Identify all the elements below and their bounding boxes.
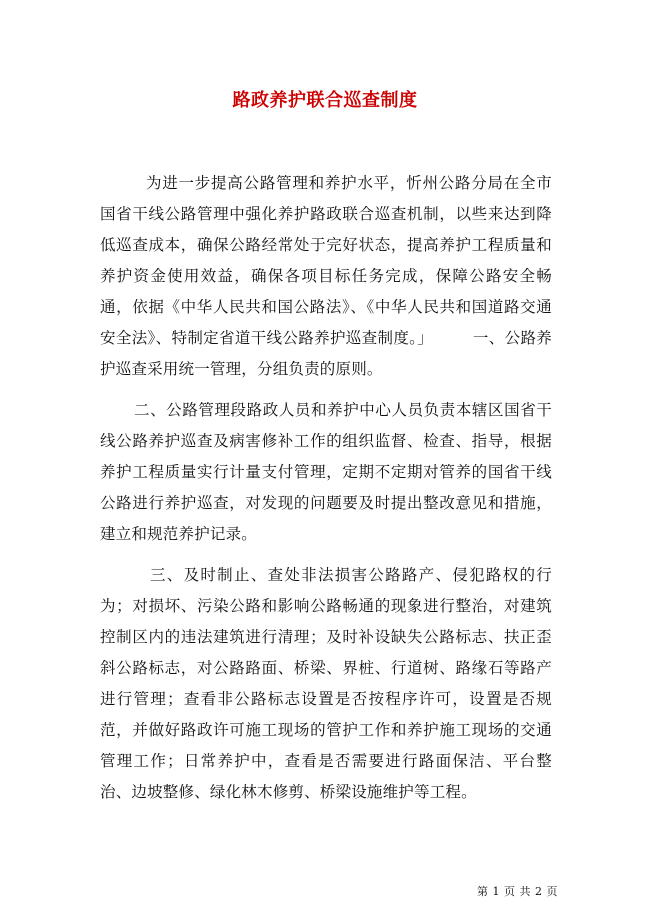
document-body [100,168,552,808]
page-number-footer: 第 1 页 共 2 页 [477,885,558,898]
paragraph-3: 三、及时制止、查处非法损害公路路产、侵犯路权的行为；对损坏、污染公路和影响公路畅通的现象进行整治，对建筑控制区内的违法建筑进行清理；及时补设缺失公路标志、扶正歪斜公路标志，对公路路面、桥梁、界桩、行道树、路缘石等路产进行管理；查看非公路标志设置是否按程序许可，设置是否规范，并做好路政许可施工现场的管护工作和养护施工现场的交通管理工作；日常养护中，查看是否需要进行路面保洁、平台整治、边坡整修、绿化林木修剪、桥梁设施维护等工程。 [100,566,552,801]
paragraph-2: 二、公路管理段路政人员和养护中心人员负责本辖区国省干线公路养护巡查及病害修补工作的组织监督、检查、指导，根据养护工程质量实行计量支付管理，定期不定期对管养的国省干线公路进行养护巡查，对发现的问题要及时提出整改意见和措施，建立和规范养护记录。 [100,401,552,543]
paragraph-1: 为进一步提高公路管理和养护水平，忻州公路分局在全市国省干线公路管理中强化养护路政联合巡查机制，以些来达到降低巡查成本，确保公路经常处于完好状态，提高养护工程质量和养护资金使用效益，确保各项目标任务完成，保障公路安全畅通，依据《中华人民共和国公路法》、《中华人民共和国道路交通安全法》、特制定省道干线公路养护巡查制度。」 一、公路养护巡查采用统一管理，分组负责的原则。 [100,174,552,378]
document-title: 路政养护联合巡查制度 [232,90,418,111]
